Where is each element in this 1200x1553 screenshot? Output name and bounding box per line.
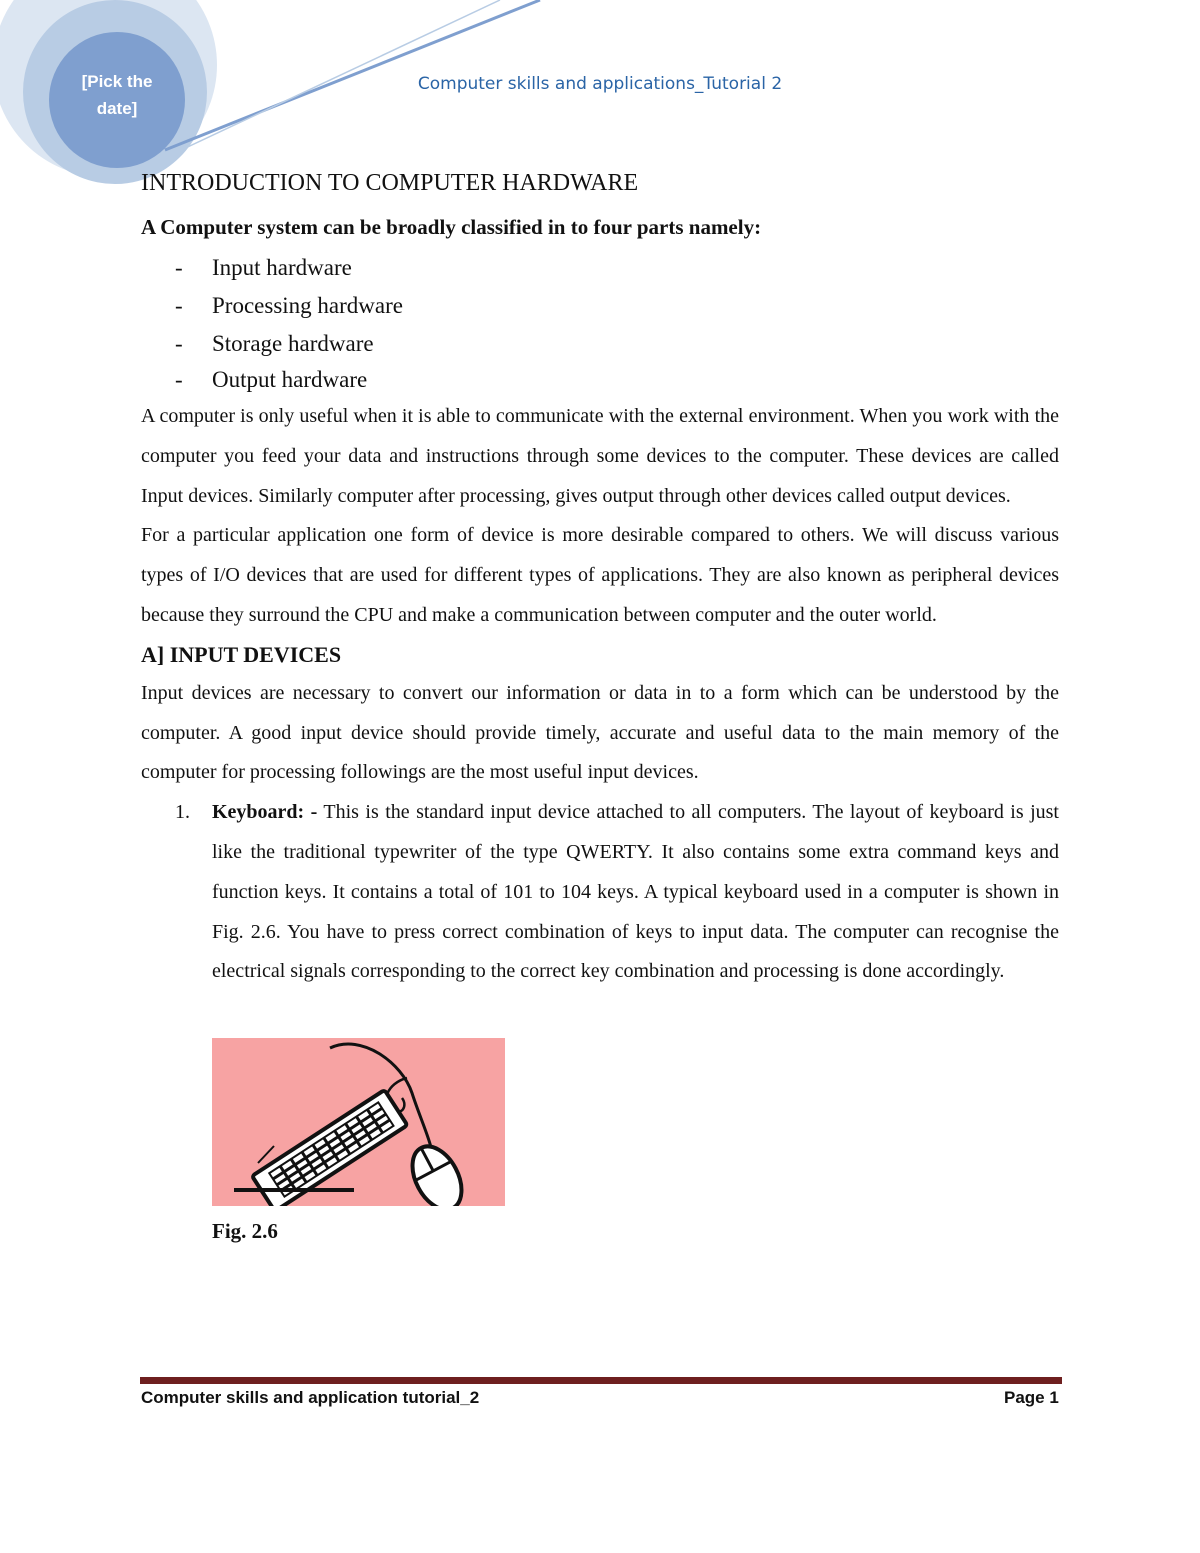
list-item-text: Output hardware (212, 367, 368, 392)
hardware-parts-list (141, 249, 1059, 397)
keyboard-mouse-illustration (212, 1038, 505, 1206)
list-item-keyboard (141, 793, 1059, 992)
footer-divider (140, 1377, 1062, 1384)
paragraph-peripherals: For a particular application one form of device is more desirable compared to others. We will discuss various types of I/O devices that are used for different types of applications. They are also known as peripheral devices because they surround the CPU and make a communication between computer and the outer world. (141, 524, 1059, 626)
list-item (141, 325, 1059, 363)
list-item-text: Processing hardware (212, 293, 403, 318)
list-item-text: Storage hardware (212, 331, 374, 356)
dash-marker: - (175, 367, 183, 392)
paragraph-io-intro: A computer is only useful when it is able to communicate with the external environment. When you work with the computer you feed your data and instructions through some devices to the computer. These devices are called Input devices. Similarly computer after processing, gives output through other devices called output devices. (141, 405, 1059, 507)
list-item (141, 249, 1059, 287)
list-item (141, 363, 1059, 397)
main-title: INTRODUCTION TO COMPUTER HARDWARE (141, 170, 639, 196)
dash-marker: - (175, 331, 183, 356)
date-placeholder[interactable]: [Pick the date] (81, 72, 153, 118)
figure-caption: Fig. 2.6 (212, 1219, 278, 1244)
dash-marker: - (175, 293, 183, 318)
list-item (141, 287, 1059, 325)
document-body (141, 168, 1059, 1246)
footer-title: Computer skills and application tutorial_2 (141, 1388, 480, 1407)
intro-line: A Computer system can be broadly classified in to four parts namely: (141, 215, 762, 239)
item-text: This is the standard input device attached to all computers. The layout of keyboard is just like the traditional typewriter of the type QWERTY. It also contains some extra command keys and function keys. It contains a total of 101 to 104 keys. A typical keyboard used in a computer is shown in Fig. 2.6. You have to press correct combination of keys to input data. The computer can recognise the electrical signals corresponding to the correct key combination and processing is done accordingly. (212, 801, 1059, 983)
input-devices-list (141, 793, 1059, 992)
page-number: Page 1 (1004, 1388, 1059, 1407)
paragraph-input-devices: Input devices are necessary to convert our information or data in to a form which can be understood by the computer. A good input device should provide timely, accurate and useful data to the main memory of the computer for processing followings are the most useful input devices. (141, 681, 1059, 784)
header-title: Computer skills and applications_Tutorial 2 (417, 74, 783, 94)
list-item-text: Input hardware (212, 255, 352, 280)
dash-marker: - (175, 255, 183, 280)
item-term: Keyboard: - (212, 801, 318, 824)
item-number: 1. (175, 801, 190, 824)
section-heading-input-devices: A] INPUT DEVICES (141, 641, 342, 667)
